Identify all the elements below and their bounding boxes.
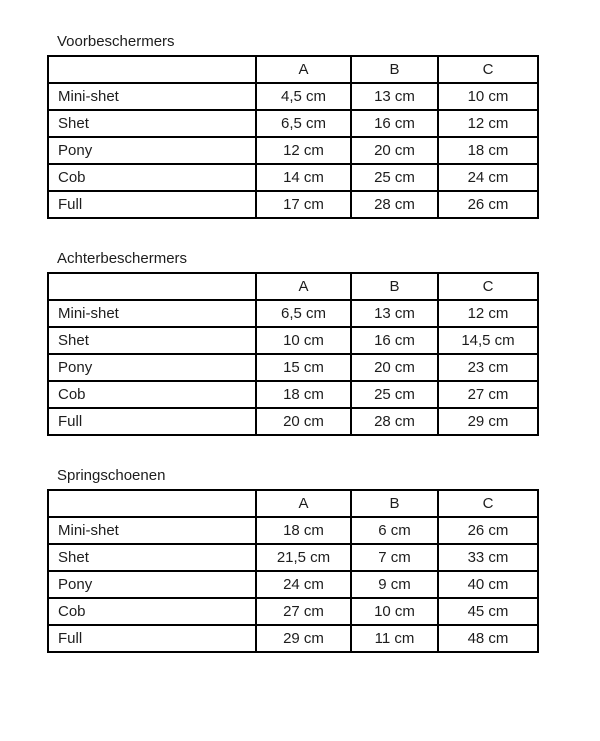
cell-value: 7 cm [351, 544, 438, 571]
row-label: Full [48, 625, 256, 652]
header-cell-a: A [256, 56, 351, 83]
cell-value: 24 cm [438, 164, 538, 191]
cell-value: 20 cm [351, 137, 438, 164]
cell-value: 10 cm [256, 327, 351, 354]
header-cell-a: A [256, 273, 351, 300]
header-cell-b: B [351, 56, 438, 83]
cell-value: 26 cm [438, 191, 538, 218]
table-header-row [48, 490, 538, 517]
cell-value: 27 cm [438, 381, 538, 408]
row-label: Pony [48, 137, 256, 164]
table-row [48, 571, 538, 598]
table-row [48, 598, 538, 625]
cell-value: 20 cm [351, 354, 438, 381]
header-cell-a: A [256, 490, 351, 517]
table-row [48, 544, 538, 571]
cell-value: 23 cm [438, 354, 538, 381]
cell-value: 28 cm [351, 191, 438, 218]
table-row [48, 137, 538, 164]
row-label: Shet [48, 327, 256, 354]
row-label: Full [48, 191, 256, 218]
cell-value: 4,5 cm [256, 83, 351, 110]
row-label: Cob [48, 381, 256, 408]
table-row [48, 191, 538, 218]
cell-value: 21,5 cm [256, 544, 351, 571]
cell-value: 14 cm [256, 164, 351, 191]
cell-value: 27 cm [256, 598, 351, 625]
row-label: Full [48, 408, 256, 435]
table-row [48, 83, 538, 110]
cell-value: 11 cm [351, 625, 438, 652]
cell-value: 18 cm [256, 381, 351, 408]
achterbeschermers-table [47, 272, 539, 436]
header-cell-empty [48, 490, 256, 517]
cell-value: 25 cm [351, 381, 438, 408]
cell-value: 45 cm [438, 598, 538, 625]
header-cell-empty [48, 56, 256, 83]
cell-value: 16 cm [351, 110, 438, 137]
cell-value: 6,5 cm [256, 300, 351, 327]
row-label: Cob [48, 164, 256, 191]
cell-value: 33 cm [438, 544, 538, 571]
table-row [48, 381, 538, 408]
table-row [48, 110, 538, 137]
table-row [48, 517, 538, 544]
row-label: Pony [48, 354, 256, 381]
header-cell-empty [48, 273, 256, 300]
header-cell-c: C [438, 56, 538, 83]
cell-value: 26 cm [438, 517, 538, 544]
table-header-row [48, 56, 538, 83]
table-title-achterbeschermers: Achterbeschermers [57, 250, 188, 267]
row-label: Cob [48, 598, 256, 625]
cell-value: 13 cm [351, 300, 438, 327]
cell-value: 18 cm [256, 517, 351, 544]
row-label: Shet [48, 544, 256, 571]
cell-value: 10 cm [438, 83, 538, 110]
cell-value: 18 cm [438, 137, 538, 164]
cell-value: 16 cm [351, 327, 438, 354]
cell-value: 9 cm [351, 571, 438, 598]
cell-value: 13 cm [351, 83, 438, 110]
header-cell-b: B [351, 490, 438, 517]
springschoenen-section [47, 467, 600, 653]
cell-value: 25 cm [351, 164, 438, 191]
header-cell-c: C [438, 273, 538, 300]
table-row [48, 354, 538, 381]
table-row [48, 300, 538, 327]
cell-value: 20 cm [256, 408, 351, 435]
table-row [48, 625, 538, 652]
achterbeschermers-section [47, 250, 600, 436]
table-title-springschoenen: Springschoenen [57, 467, 166, 484]
cell-value: 24 cm [256, 571, 351, 598]
cell-value: 17 cm [256, 191, 351, 218]
row-label: Shet [48, 110, 256, 137]
cell-value: 14,5 cm [438, 327, 538, 354]
row-label: Mini-shet [48, 300, 256, 327]
table-row [48, 408, 538, 435]
table-title-voorbeschermers: Voorbeschermers [57, 33, 175, 50]
cell-value: 29 cm [256, 625, 351, 652]
row-label: Mini-shet [48, 83, 256, 110]
cell-value: 28 cm [351, 408, 438, 435]
cell-value: 48 cm [438, 625, 538, 652]
table-row [48, 164, 538, 191]
cell-value: 12 cm [438, 110, 538, 137]
voorbeschermers-table [47, 55, 539, 219]
header-cell-b: B [351, 273, 438, 300]
voorbeschermers-section [47, 33, 600, 219]
cell-value: 6,5 cm [256, 110, 351, 137]
row-label: Pony [48, 571, 256, 598]
table-header-row [48, 273, 538, 300]
springschoenen-table [47, 489, 539, 653]
table-row [48, 327, 538, 354]
header-cell-c: C [438, 490, 538, 517]
cell-value: 29 cm [438, 408, 538, 435]
row-label: Mini-shet [48, 517, 256, 544]
cell-value: 12 cm [256, 137, 351, 164]
cell-value: 12 cm [438, 300, 538, 327]
cell-value: 10 cm [351, 598, 438, 625]
cell-value: 40 cm [438, 571, 538, 598]
cell-value: 6 cm [351, 517, 438, 544]
cell-value: 15 cm [256, 354, 351, 381]
